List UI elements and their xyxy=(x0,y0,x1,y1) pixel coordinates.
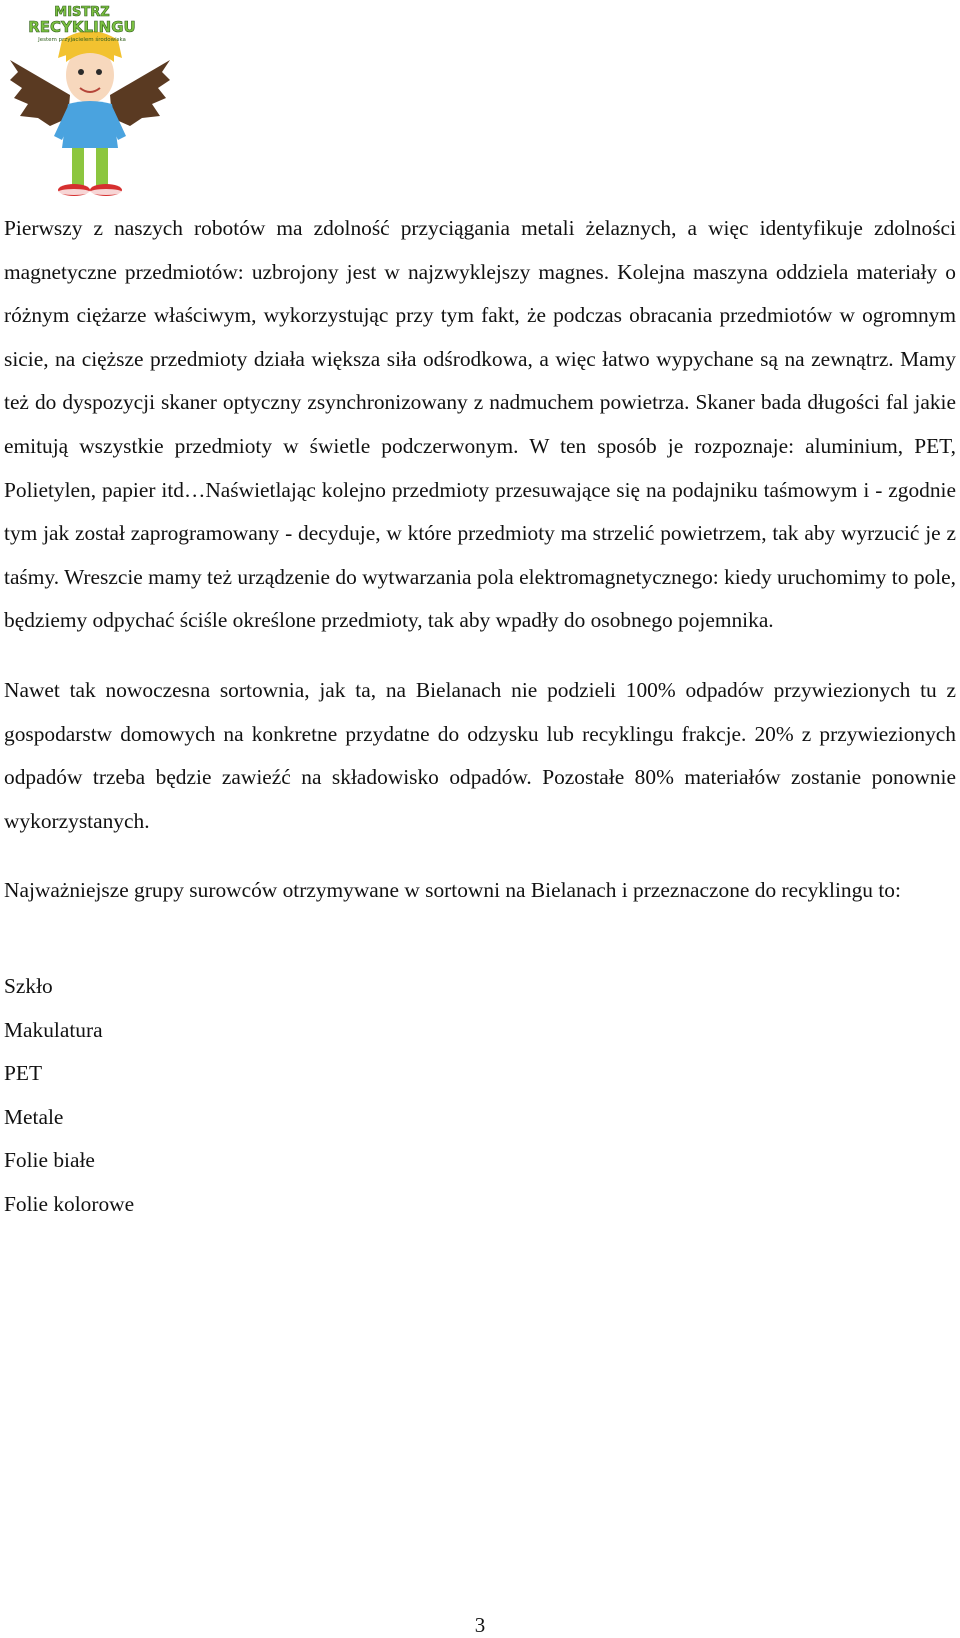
list-item: PET xyxy=(4,1061,43,1086)
materials-list xyxy=(4,965,956,1227)
document-body xyxy=(4,207,956,1226)
logo-line2: RECYKLINGU xyxy=(28,18,136,36)
logo-line1: MISTRZ xyxy=(54,5,110,20)
paragraph-materials-intro: Najważniejsze grupy surowców otrzymywane w sortowni na Bielanach i przeznaczone do recyklingu to: xyxy=(4,878,901,903)
list-item: Szkło xyxy=(4,973,53,998)
mascot-illustration xyxy=(10,0,170,205)
list-item: Folie białe xyxy=(4,1148,95,1173)
paragraph-robots: Pierwszy z naszych robotów ma zdolność przyciągania metali żelaznych, a więc identyfikuje zdolności magnetyczne przedmiotów: uzbrojony jest w najzwyklejszy magnes. Kolejna maszyna oddziela materiały o różnym ciężarze właściwym, wykorzystując przy tym fakt, że podczas obracania przedmiotów w ogromnym sicie, na cięższe przedmioty działa większa siła odśrodkowa, a więc łatwo wypychane są na zewnątrz. Mamy też do dyspozycji skaner optyczny zsynchronizowany z nadmuchem powietrza. Skaner bada długości fal jakie emitują wszystkie przedmioty w świetle podczerwonym. W ten sposób je rozpoznaje: aluminium, PET, Polietylen, papier itd…Naświetlając kolejno przedmioty przesuwające się na podajniku taśmowym i - zgodnie tym jak został zaprogramowany - decyduje, w które przedmioty ma strzelić powietrzem, tak aby wyrzucić je z taśmy. Wreszcie mamy też urządzenie do wytwarzania pola elektromagnetycznego: kiedy uruchomimy to pole, będziemy odpychać ściśle określone przedmioty, tak aby wpadły do osobnego pojemnika. xyxy=(4,216,956,633)
page-number: 3 xyxy=(474,1613,486,1637)
list-item: Makulatura xyxy=(4,1017,103,1042)
list-item: Metale xyxy=(4,1104,64,1129)
mistrz-recyklingu-logo xyxy=(10,0,170,205)
logo-line3: Jestem przyjacielem środowiska xyxy=(38,37,126,43)
paragraph-sorting-limits: Nawet tak nowoczesna sortownia, jak ta, na Bielanach nie podzieli 100% odpadów przywiezionych tu z gospodarstw domowych na konkretne przydatne do odzysku lub recyklingu frakcje. 20% z przywiezionych odpadów trzeba będzie zawieźć na składowisko odpadów. Pozostałe 80% materiałów zostanie ponownie wykorzystanych. xyxy=(4,677,956,833)
list-item: Folie kolorowe xyxy=(4,1191,135,1216)
